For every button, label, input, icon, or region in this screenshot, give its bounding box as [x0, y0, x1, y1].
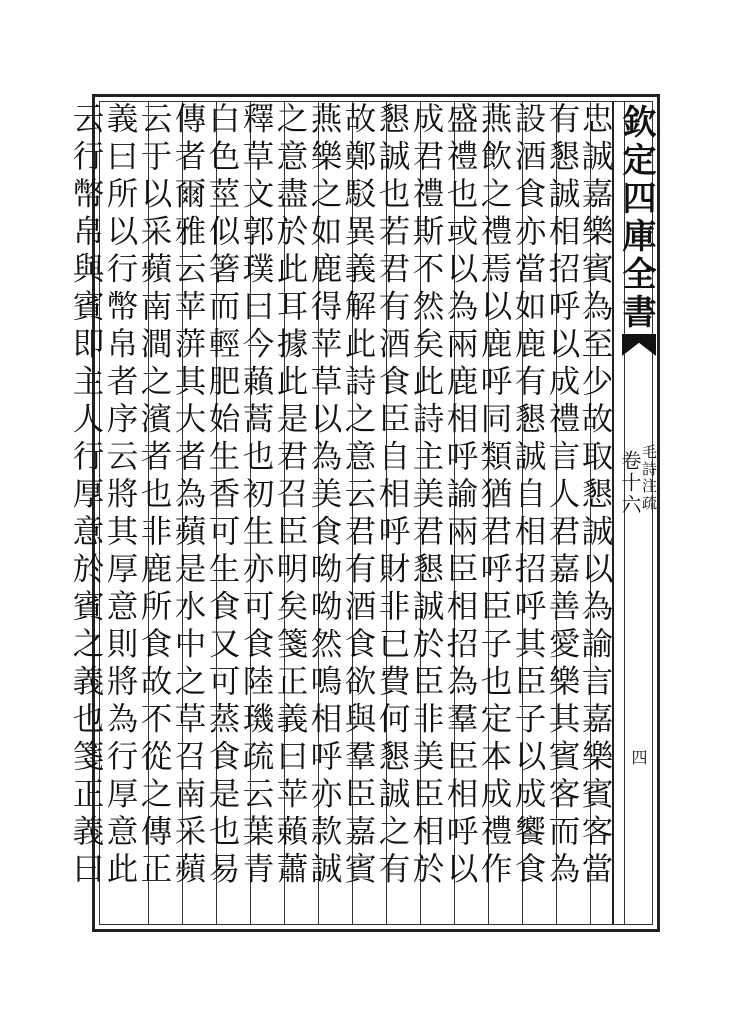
text-column-11: 釋草文郭璞曰今藾蒿也初生亦可食陸璣疏云葉青 — [238, 102, 274, 890]
page-number: 四 — [629, 749, 648, 765]
text-column-10: 之意盡於此耳據此是君召臣明矣箋正義曰苹藾蕭 — [272, 102, 308, 890]
text-column-4: 燕飲之禮焉以鹿呼同類猶君呼臣子也定本成禮作 — [476, 102, 512, 890]
text-column-9: 燕樂之如鹿得苹草以為美食呦呦然鳴相呼亦款誠 — [306, 102, 342, 890]
text-column-1: 忠誠嘉樂賓為至少故取懇誠以為諭言嘉樂賓客當 — [577, 102, 613, 890]
text-column-3: 設酒食亦當如鹿有懇誠自相招呼其臣子以成饗食 — [510, 102, 546, 890]
text-column-2: 有懇誠相招呼以成禮言人君嘉善愛樂其賓客而為 — [544, 102, 580, 890]
fishtail-mark — [622, 334, 656, 356]
collection-title: 欽定四庫全書 — [616, 104, 656, 332]
text-column-15: 義曰所以行幣帛者序云將其厚意則將為行厚意此 — [102, 102, 138, 890]
text-column-5: 盛禮也或以為兩鹿相呼諭兩臣相招為羣臣相呼以 — [442, 102, 478, 890]
page-margin — [612, 94, 660, 932]
volume-number: 卷十六 — [618, 450, 642, 516]
text-column-6: 成君禮斯不然矣此詩主美君懇誠於臣非美臣相於 — [408, 102, 444, 890]
text-column-7: 懇誠也若君有酒食臣自相呼財非已費何懇誠之有 — [374, 102, 410, 890]
text-column-14: 云于以采蘋南澗之濱者也非鹿所食故不從之傳正 — [136, 102, 172, 890]
book-title: 毛詩注疏 — [640, 444, 658, 512]
text-column-8: 故鄭駁異義解此詩之意云君有酒食欲與羣臣嘉賓 — [340, 102, 376, 890]
text-column-16: 云行幣帛與賓即主人行厚意於賓之義也箋正義曰 — [68, 102, 104, 890]
text-column-12: 白色莖似箸而輕肥始生香可生食又可蒸食是也易 — [204, 102, 240, 890]
text-column-13: 傳者爾雅云苹蓱其大者為蘋是水中之草召南采蘋 — [170, 102, 206, 890]
